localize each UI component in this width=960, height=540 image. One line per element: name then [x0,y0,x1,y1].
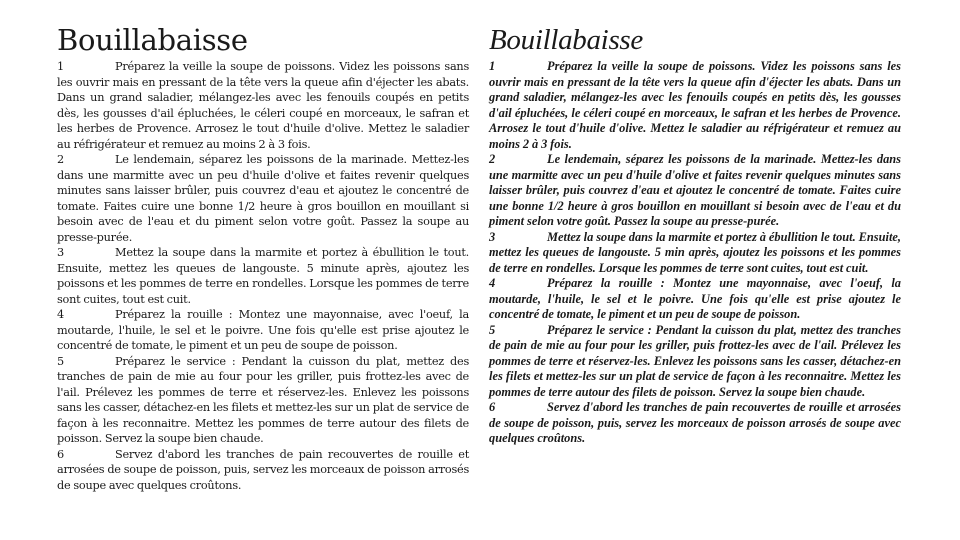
step-text: Préparez le service : Pendant la cuisson du plat, mettez des tranches de pain de mie au four pour les griller, puis frottez-les avec de l'ail. Prélevez les pommes de terre et réservez-les. Enlevez les poissons sans les casser, détachez-en les filets et mettez-les sur un plat de service de façon à les reconnaitre. Mettez les pommes de terre autour des filets de poisson. Servez la soupe bien chaude. [57,354,469,445]
recipe-step [57,447,469,494]
step-number: 3 [489,229,496,244]
recipe-step [57,59,469,152]
step-text: Mettez la soupe dans la marmite et portez à ébullition le tout. Ensuite, mettez les queues de langouste. 5 minute après, ajoutez les poissons et les pommes de terre en rondelles. Lorsque les pommes de terre sont cuites, tout est cuit. [57,246,469,306]
recipe-step [57,307,469,354]
step-text: Préparez la veille la soupe de poissons. Videz les poissons sans les ouvrir mais en pressant de la tête vers la queue afin d'éjecter les abats. Dans un grand saladier, mélangez-les avec les fenouils coupés en petits dès, les gousses d'ail épluchées, le céleri coupé en morceaux, le safran et les herbes de Provence. Arrosez le tout d'huile d'olive. Mettez le saladier au réfrigérateur et remuez au moins 2 à 3 fois. [57,60,469,151]
recipe-step [57,245,469,307]
recipe-title: Bouillabaisse [489,24,643,56]
recipe-column-left [57,24,469,493]
step-number: 6 [489,400,496,414]
step-text: Mettez la soupe dans la marmite et portez à ébullition le tout. Ensuite, mettez les queues de langouste. 5 min après, ajoutez les poissons et les pommes de terre en rondelles. Lorsque les pommes de terre sont cuites, tout est cuit. [489,229,901,275]
recipe-step [489,59,901,152]
step-text: Préparez le service : Pendant la cuisson du plat, mettez des tranches de pain de mie au four pour les griller, puis frottez-les avec de l'ail. Prélevez les pommes de terre et réservez-les. Enlevez les poissons sans les casser, détachez-en les filets et mettez-les sur un plat de service de façon à les reconnaitre. Mettez les pommes de terre autour des filets de poisson. Servez la soupe bien chaude. [489,322,901,399]
step-text: Le lendemain, séparez les poissons de la marinade. Mettez-les dans une marmitte avec un peu d'huile d'olive et faites revenir quelques minutes sans laisser brûler, puis couvrez d'eau et ajoutez le concentré de tomate. Faites cuire une bonne 1/2 heure à gros bouillon en mouillant si besoin avec de l'eau et du piment selon votre goût. Passez la soupe au presse-purée. [489,152,901,228]
step-number: 1 [489,59,496,73]
step-number: 2 [489,152,496,166]
step-number: 5 [57,354,64,368]
step-number: 4 [489,276,496,290]
recipe-column-right [489,24,901,447]
step-number: 2 [57,153,64,166]
step-text: Préparez la veille la soupe de poissons. Videz les poissons sans les ouvrir mais en pressant de la tête vers la queue afin d'éjecter les abats. Dans un grand saladier, mélangez-les avec les fenouils coupés en petits dès, les gousses d'ail épluchées, le céleri coupé en morceaux, le safran et les herbes de Provence. Arrosez le tout d'huile d'olive. Mettez le saladier au réfrigérateur et remuez au moins 2 à 3 fois. [489,59,901,151]
step-text: Le lendemain, séparez les poissons de la marinade. Mettez-les dans une marmitte avec un peu d'huile d'olive et faites revenir quelques minutes sans laisser brûler, puis couvrez d'eau et ajoutez le concentré de tomate. Faites cuire une bonne 1/2 heure à gros bouillon en mouillant si besoin avec de l'eau et du piment selon votre goût. Passez la soupe au presse-purée. [57,153,469,244]
step-text: Servez d'abord les tranches de pain recouvertes de rouille et arrosées de soupe de poisson, puis, servez les morceaux de poisson arrosés de soupe avec quelques croûtons. [489,400,901,445]
recipe-step [57,152,469,245]
step-number: 5 [489,322,496,337]
recipe-step [489,276,901,323]
step-text: Préparez la rouille : Montez une mayonnaise, avec l'oeuf, la moutarde, l'huile, le sel et le poivre. Une fois qu'elle est prise ajoutez le concentré de tomate, le piment et un peu de soupe de poisson. [489,276,901,321]
step-text: Servez d'abord les tranches de pain recouvertes de rouille et arrosées de soupe de poisson, puis, servez les morceaux de poisson arrosés de soupe avec quelques croûtons. [57,447,469,492]
step-number: 1 [57,60,64,73]
recipe-step [489,323,901,401]
recipe-step [489,152,901,230]
step-text: Préparez la rouille : Montez une mayonnaise, avec l'oeuf, la moutarde, l'huile, le sel et le poivre. Une fois qu'elle est prise ajoutez le concentré de tomate, le piment et un peu de soupe de poisson. [57,308,469,352]
step-number: 6 [57,447,64,461]
recipe-title: Bouillabaisse [57,23,248,57]
recipe-step [57,354,469,447]
step-number: 3 [57,246,64,259]
step-number: 4 [57,308,64,321]
recipe-step [489,230,901,277]
recipe-step [489,400,901,447]
